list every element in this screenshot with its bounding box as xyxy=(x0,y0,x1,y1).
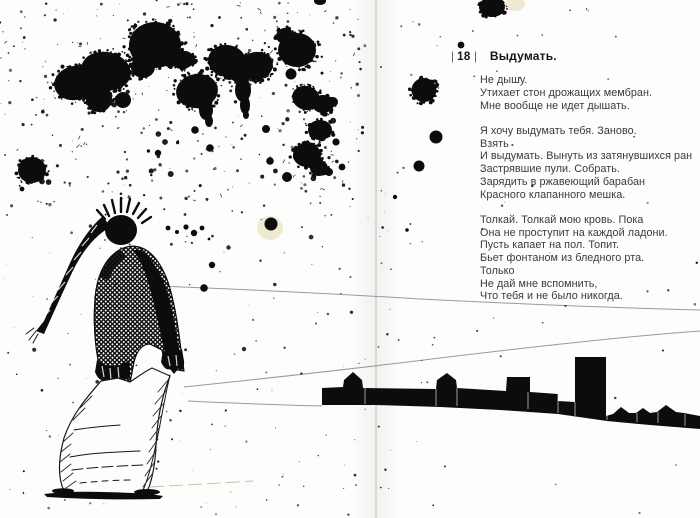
poem-stanza xyxy=(480,74,695,112)
poem-line: Она не проступит на каждой ладони. xyxy=(480,226,668,239)
poem-title: Выдумать. xyxy=(489,49,557,63)
poem-line: Что тебя и не было никогда. xyxy=(480,290,623,303)
poem-header xyxy=(451,49,557,63)
poem-line: Зарядить в ржавеющий барабан xyxy=(480,175,646,188)
figure-head xyxy=(105,215,137,245)
poem-line: И выдумать. Вынуть из затянувшихся ран xyxy=(480,150,693,163)
poem-stanza xyxy=(480,214,695,303)
poem-line: Бьет фонтаном из бледного рта. xyxy=(480,252,645,264)
page-number-pipe: | xyxy=(451,49,454,63)
poem-body xyxy=(480,74,695,303)
page-number: 18 xyxy=(457,51,471,63)
poem-line: Взять xyxy=(480,137,509,150)
poem-line: Я хочу выдумать тебя. Заново. xyxy=(480,124,637,137)
poem-line: Только xyxy=(480,264,515,277)
poem-stanza xyxy=(480,125,695,202)
page-number-pipe: | xyxy=(474,49,477,63)
poem-line: Мне вообще не идет дышать. xyxy=(480,99,630,112)
poem-line: Не дышу. xyxy=(480,74,528,86)
poem-line: Пусть капает на пол. Топит. xyxy=(480,239,620,252)
poem-line: Красного клапанного мешка. xyxy=(480,188,626,201)
poem-line: Утихает стон дрожащих мембран. xyxy=(480,86,653,99)
page-number-bullet xyxy=(458,42,465,49)
poem-line: Толкай. Толкай мою кровь. Пока xyxy=(480,213,644,226)
poem-line: Не дай мне вспомнить, xyxy=(480,277,598,290)
poem-line: Застрявшие пули. Собрать. xyxy=(480,163,620,175)
